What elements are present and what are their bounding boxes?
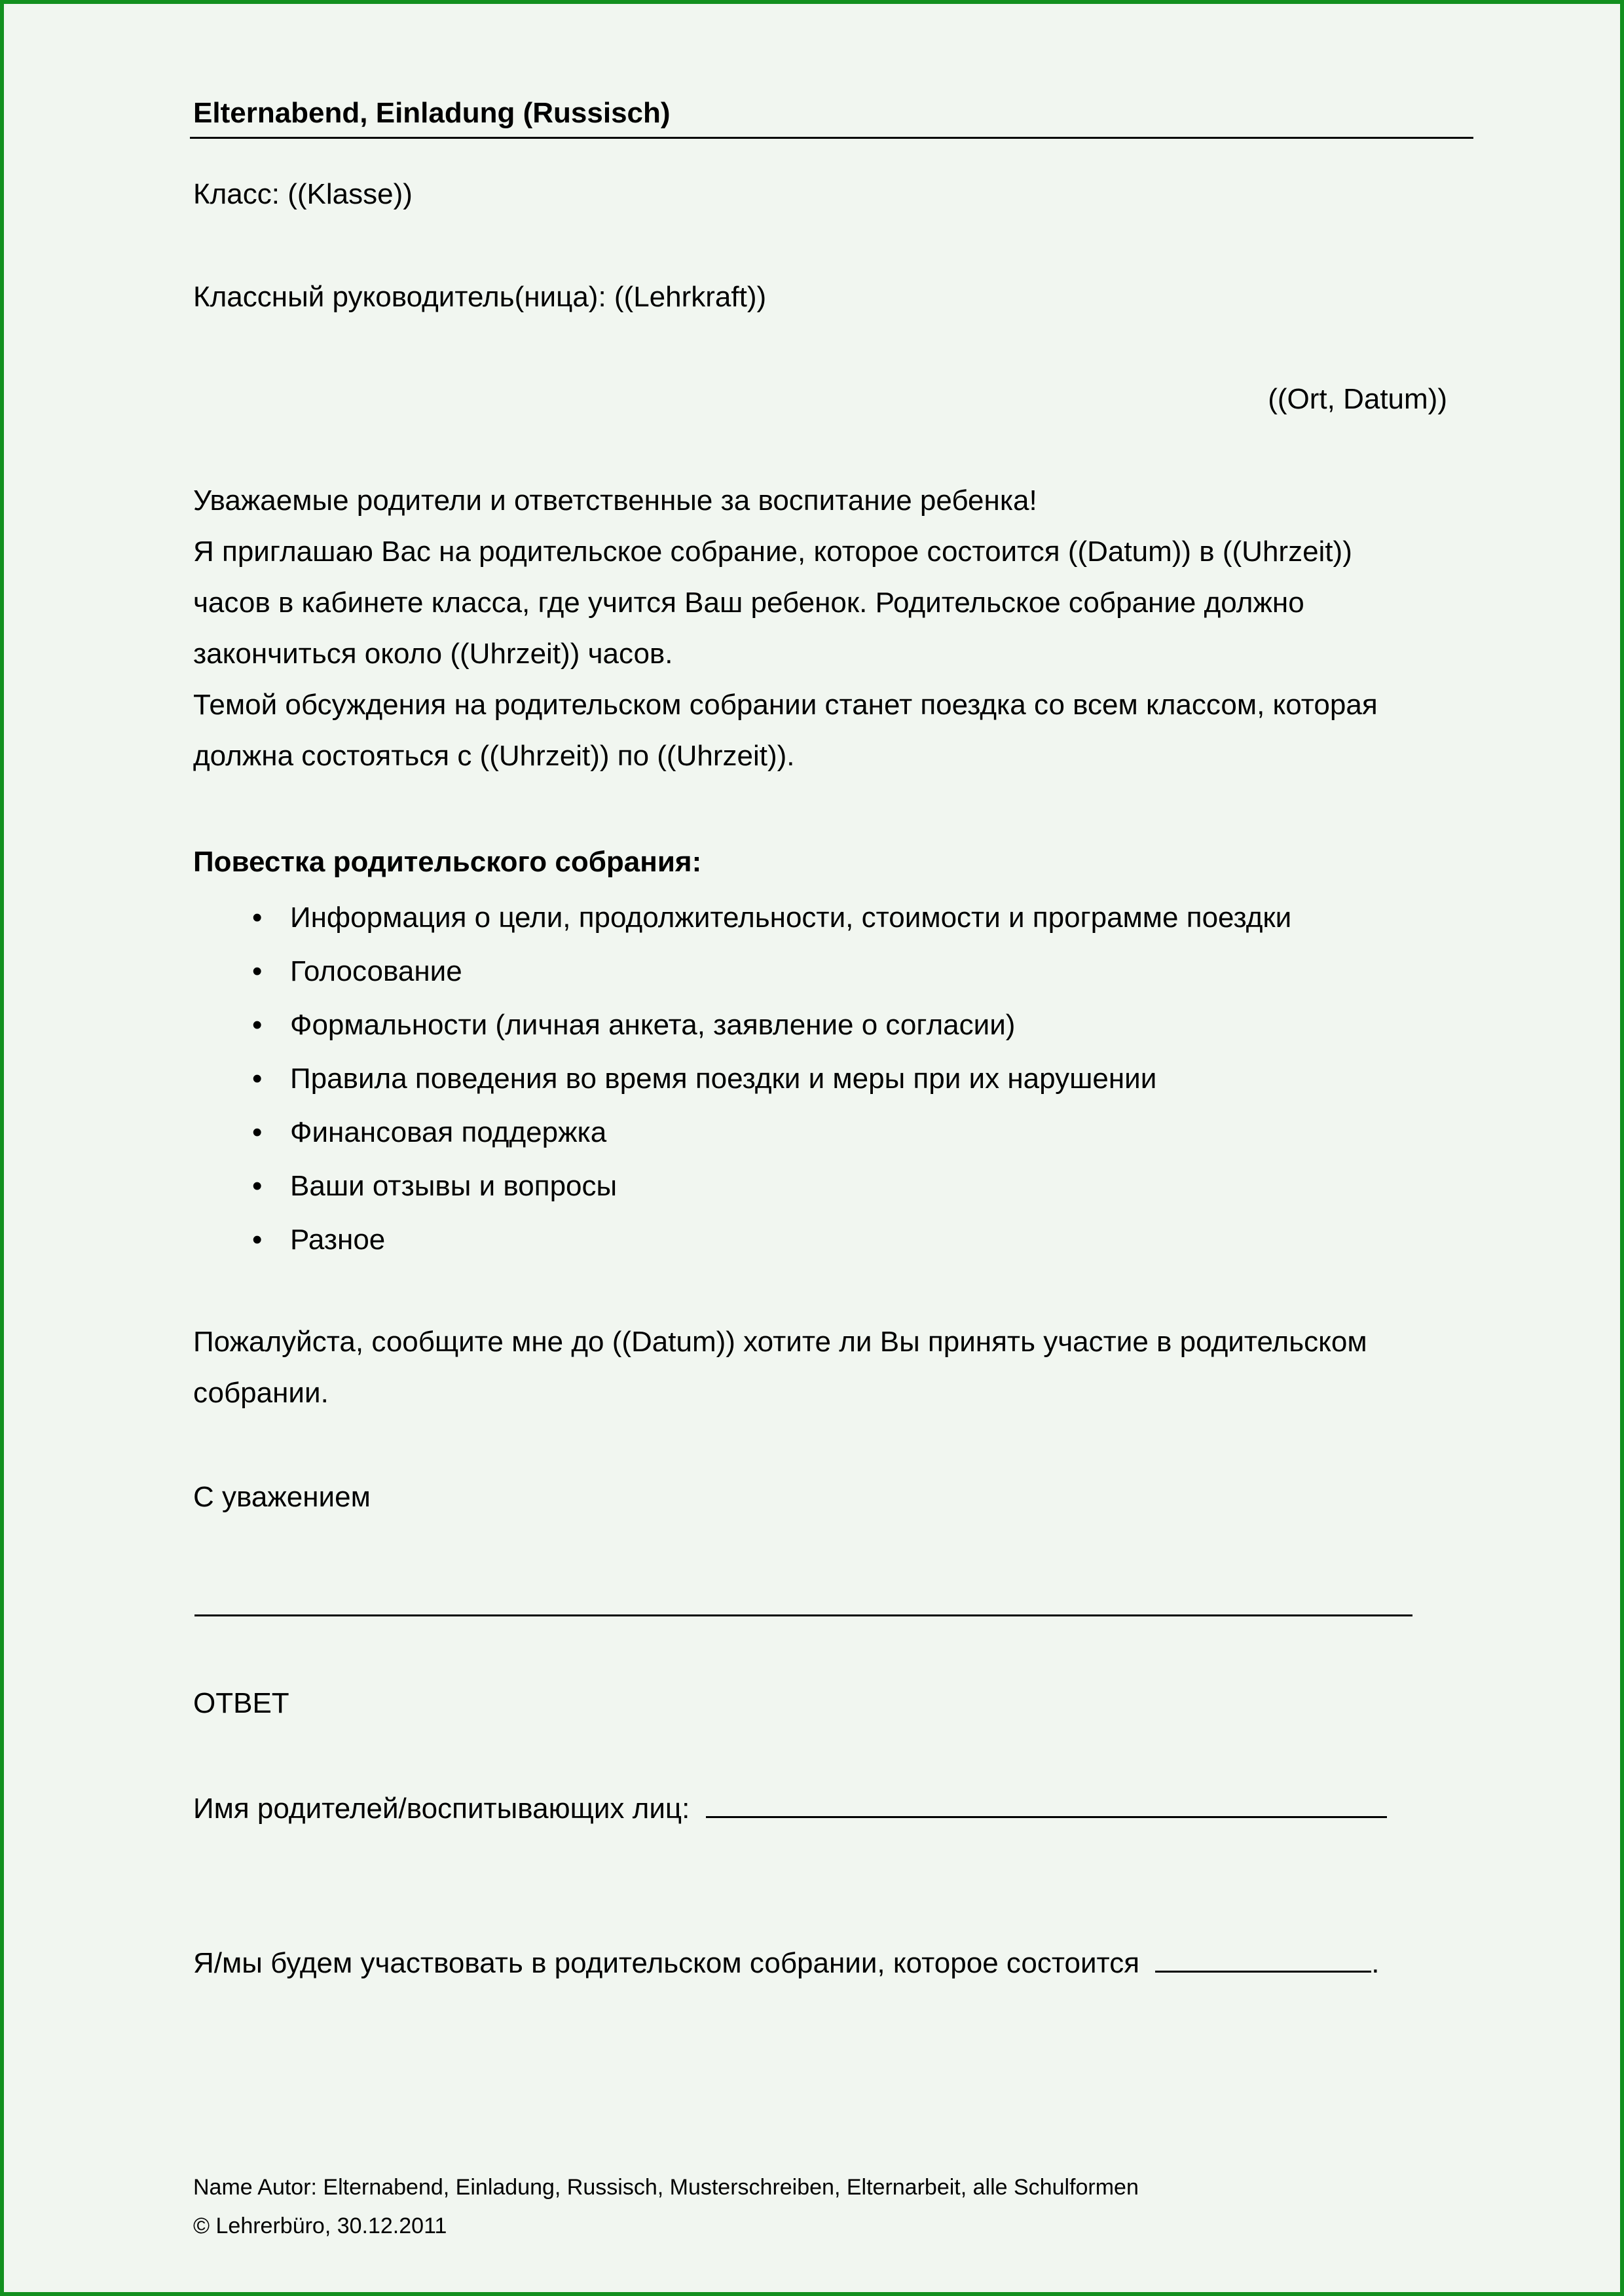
bullet-icon: • bbox=[252, 955, 263, 987]
bullet-icon: • bbox=[252, 1009, 263, 1041]
agenda-item-text: Разное bbox=[290, 1224, 386, 1256]
participation-end: . bbox=[1371, 1947, 1380, 1979]
agenda-item-text: Формальности (личная анкета, заявление о согласии) bbox=[290, 1009, 1016, 1041]
teacher-line: Классный руководитель(ница): ((Lehrkraft)) bbox=[193, 281, 767, 313]
body-line: Уважаемые родители и ответственные за воспитание ребенка! bbox=[193, 484, 1037, 517]
parent-name-field[interactable] bbox=[706, 1816, 1387, 1818]
participation-row bbox=[193, 1938, 1380, 1989]
bullet-icon: • bbox=[252, 1063, 263, 1095]
body-line: часов в кабинете класса, где учится Ваш ребенок. Родительское собрание должно bbox=[193, 587, 1304, 619]
participation-date-field[interactable] bbox=[1155, 1971, 1371, 1973]
title-underline bbox=[190, 137, 1473, 139]
body-line: должна состояться с ((Uhrzeit)) по ((Uhrzeit)). bbox=[193, 740, 795, 772]
reply-heading: ОТВЕТ bbox=[193, 1687, 289, 1719]
agenda-item-text: Финансовая поддержка bbox=[290, 1116, 607, 1148]
agenda-item-text: Правила поведения во время поездки и меры при их нарушении bbox=[290, 1063, 1157, 1095]
footer-copyright: © Lehrerbüro, 30.12.2011 bbox=[193, 2214, 447, 2238]
body-line: закончиться около ((Uhrzeit)) часов. bbox=[193, 638, 673, 670]
request-line: собрании. bbox=[193, 1377, 329, 1409]
class-line: Класс: ((Klasse)) bbox=[193, 178, 413, 210]
agenda-heading: Повестка родительского собрания: bbox=[193, 846, 702, 878]
agenda-item-text: Голосование bbox=[290, 955, 462, 987]
bullet-icon: • bbox=[252, 1224, 263, 1256]
bullet-icon: • bbox=[252, 902, 263, 934]
signature-line[interactable] bbox=[194, 1614, 1412, 1616]
participation-text: Я/мы будем участвовать в родительском собрании, которое состоится bbox=[193, 1947, 1140, 1979]
bullet-icon: • bbox=[252, 1116, 263, 1148]
place-date: ((Ort, Datum)) bbox=[1268, 383, 1447, 415]
closing: С уважением bbox=[193, 1481, 371, 1513]
body-line: Темой обсуждения на родительском собрании станет поездка со всем классом, которая bbox=[193, 689, 1378, 721]
bullet-icon: • bbox=[252, 1170, 263, 1202]
request-line: Пожалуйста, сообщите мне до ((Datum)) хотите ли Вы принять участие в родительском bbox=[193, 1326, 1367, 1358]
document-title: Elternabend, Einladung (Russisch) bbox=[193, 97, 671, 129]
footer-author: Name Autor: Elternabend, Einladung, Russisch, Musterschreiben, Elternarbeit, alle Schulformen bbox=[193, 2175, 1139, 2200]
body-line: Я приглашаю Вас на родительское собрание, которое состоится ((Datum)) в ((Uhrzeit)) bbox=[193, 536, 1352, 568]
parent-name-label: Имя родителей/воспитывающих лиц: bbox=[193, 1793, 690, 1825]
agenda-item-text: Ваши отзывы и вопросы bbox=[290, 1170, 618, 1202]
parent-name-row bbox=[193, 1783, 1387, 1834]
agenda-item-text: Информация о цели, продолжительности, стоимости и программе поездки bbox=[290, 902, 1292, 934]
